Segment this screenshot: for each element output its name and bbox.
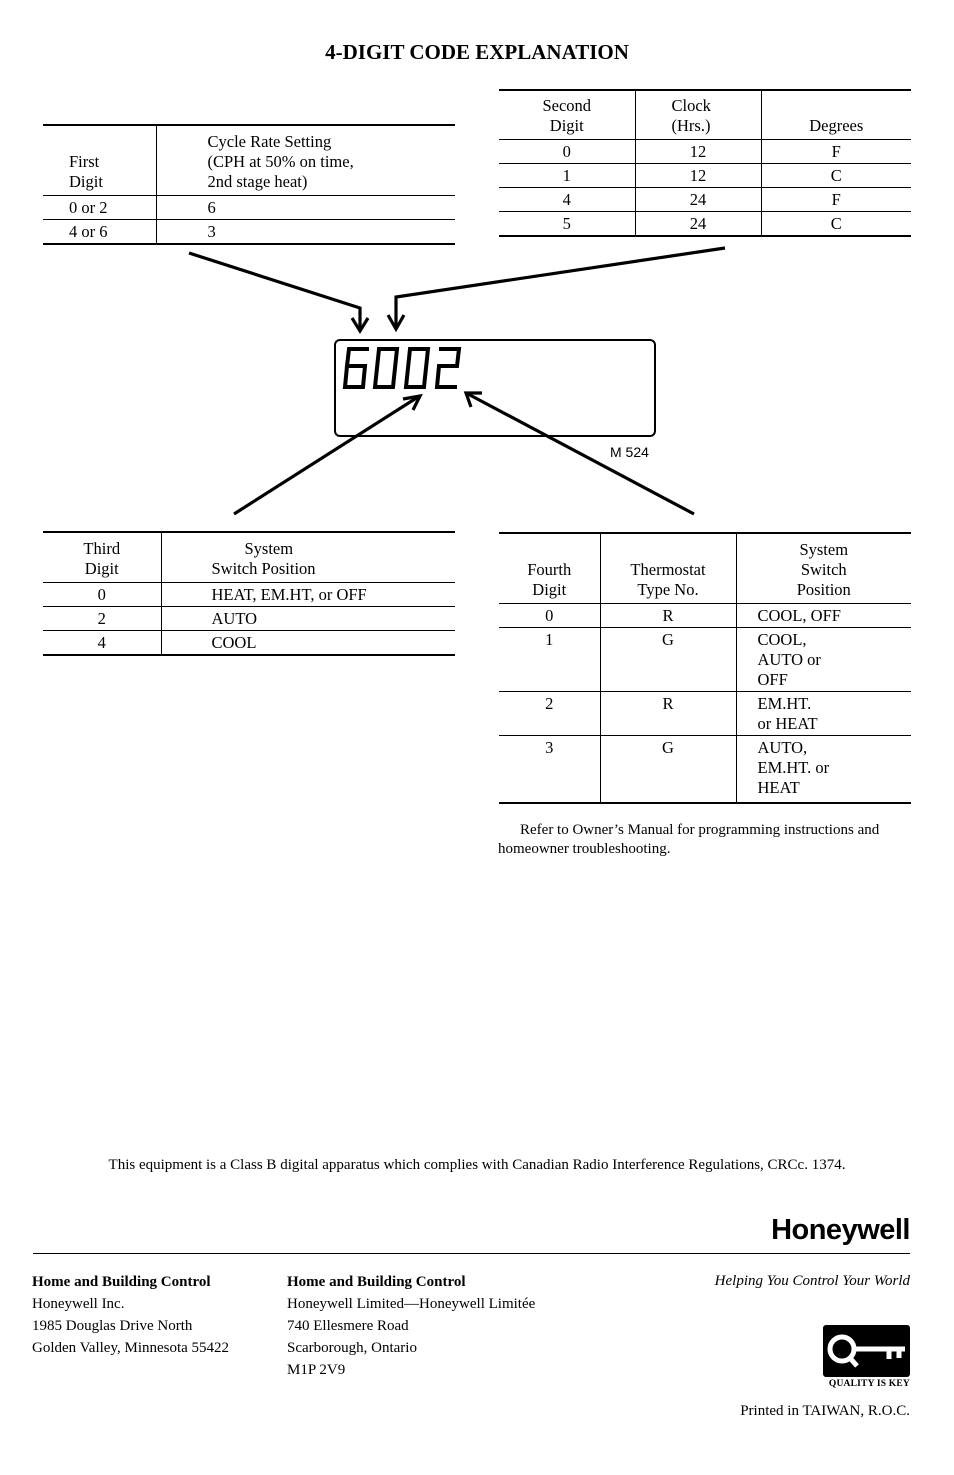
key-icon (823, 1325, 910, 1377)
table-row: 0 or 2 6 (43, 195, 455, 219)
quality-caption: QUALITY IS KEY (828, 1379, 910, 1389)
arrows (0, 0, 954, 560)
table-row: 1 12 C (499, 163, 911, 187)
table-row: 4 COOL (43, 630, 455, 655)
arrow-fourth-digit (468, 394, 694, 514)
table-row: 0 HEAT, EM.HT, or OFF (43, 582, 455, 606)
printed-location: Printed in TAIWAN, R.O.C. (740, 1403, 910, 1419)
table-row: 5 24 C (499, 211, 911, 236)
compliance-statement: This equipment is a Class B digital apparatus which complies with Canadian Radio Interference Regulations, CRCc. 1374. (108, 1157, 846, 1173)
quality-key-logo (823, 1325, 910, 1377)
header-clock: Clock (Hrs.) (671, 95, 711, 135)
honeywell-logo: Honeywell (771, 1214, 910, 1246)
table-row: 0 12 F (499, 139, 911, 163)
header-first-digit: First Digit (69, 151, 103, 191)
header-fourth-digit: Fourth Digit (527, 559, 572, 599)
table-row: 1 G COOL, AUTO or OFF (499, 627, 911, 691)
table-row: 4 24 F (499, 187, 911, 211)
manual-note: Refer to Owner’s Manual for programming instructions and homeowner troubleshooting. (498, 822, 880, 857)
header-third-digit: Third Digit (83, 538, 121, 578)
arrow-third-digit (234, 397, 418, 514)
table-row: 0 R COOL, OFF (499, 603, 911, 627)
header-cycle-rate: Cycle Rate Setting (CPH at 50% on time, 2nd stage heat) (207, 131, 354, 191)
header-system-switch-position: System Switch Position (796, 539, 851, 599)
figure-id: M 524 (610, 444, 649, 460)
fourth-digit-table (499, 532, 911, 804)
table-row: 3 G AUTO, EM.HT. or HEAT (499, 735, 911, 803)
slogan: Helping You Control Your World (714, 1273, 910, 1289)
page-title: 4-DIGIT CODE EXPLANATION (325, 40, 629, 64)
header-degrees: Degrees (809, 115, 864, 135)
table-row: 4 or 6 3 (43, 219, 455, 244)
footer-divider (33, 1253, 910, 1254)
header-system-switch: System Switch Position (211, 538, 316, 578)
arrow-first-digit (189, 253, 360, 330)
arrow-second-digit (396, 248, 725, 328)
address-canada: Home and Building Control Honeywell Limited—Honeywell Limitée 740 Ellesmere Road Scarborough, Ontario M1P 2V9 (287, 1274, 536, 1378)
header-second-digit: Second Digit (542, 95, 592, 135)
address-us: Home and Building Control Honeywell Inc. 1985 Douglas Drive North Golden Valley, Minnesota 55422 (32, 1274, 230, 1356)
third-digit-table (43, 531, 455, 656)
table-row: 2 R EM.HT. or HEAT (499, 691, 911, 735)
header-thermostat-type: Thermostat Type No. (630, 559, 706, 599)
table-row: 2 AUTO (43, 606, 455, 630)
